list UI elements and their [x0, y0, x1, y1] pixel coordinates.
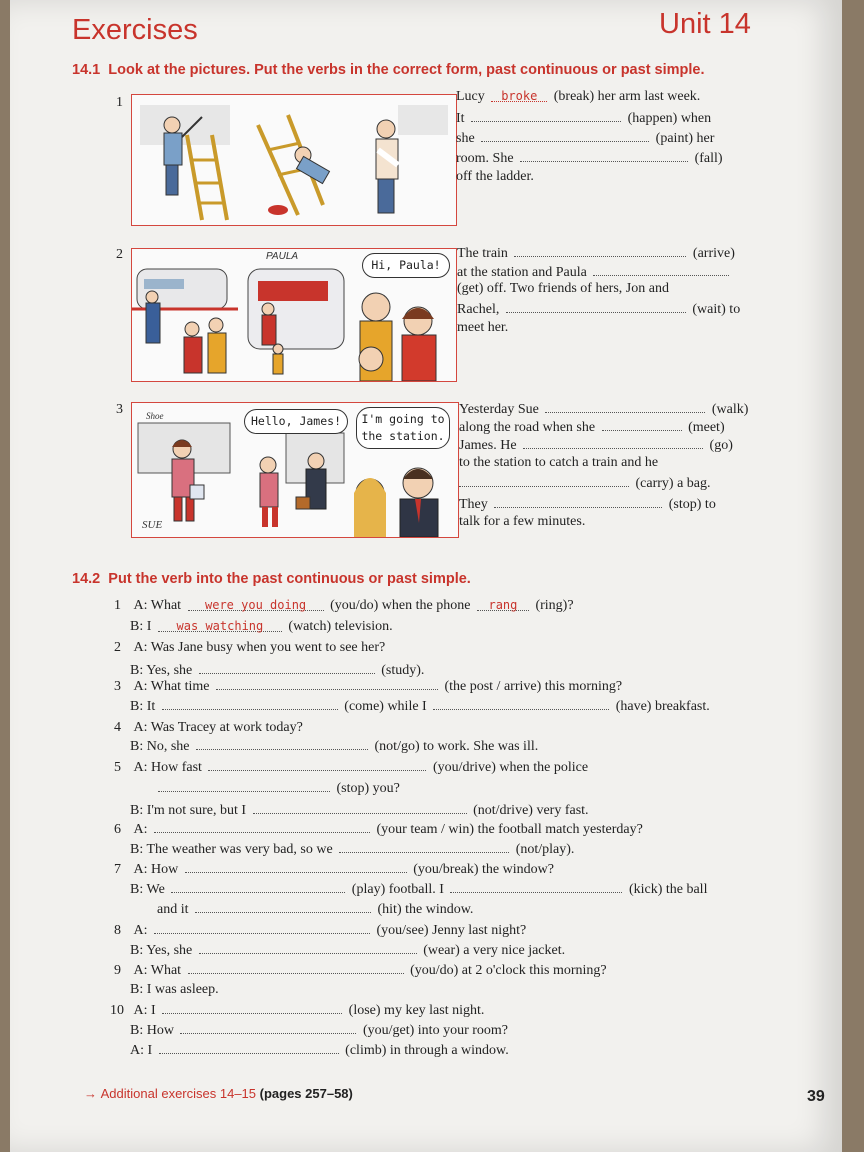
speaker: B: — [130, 982, 144, 997]
text: (wait) to — [692, 302, 741, 317]
text: (stop) to — [668, 497, 716, 512]
text: (go) — [709, 438, 733, 453]
answer-blank[interactable] — [196, 737, 368, 750]
text: (not/go) to work. She was ill. — [374, 739, 539, 754]
answer-blank[interactable] — [199, 661, 375, 674]
picture-3-frame-a — [132, 403, 237, 537]
item-number: 4 — [114, 720, 121, 735]
answer-blank[interactable] — [459, 474, 629, 487]
text: The weather was very bad, so we — [146, 842, 333, 857]
text: (you/break) the window? — [413, 862, 554, 877]
picture-2-panel — [131, 248, 457, 382]
text: (walk) — [711, 402, 749, 417]
answer-blank[interactable] — [154, 921, 370, 934]
list-item — [130, 941, 565, 959]
text: We — [146, 882, 165, 897]
text: (come) while I — [344, 699, 427, 714]
additional-exercises-pages: (pages 257–58) — [259, 1086, 353, 1101]
workbook-page — [10, 0, 842, 1152]
text: Lucy — [456, 89, 485, 104]
ex1-item2-line3: (get) off. Two friends of hers, Jon and — [457, 281, 669, 296]
answer-blank[interactable] — [162, 697, 338, 710]
item-number: 5 — [114, 760, 121, 775]
ex1-item3-line2 — [459, 418, 725, 436]
text: (you/drive) when the police — [432, 760, 589, 775]
item-number: 6 — [114, 822, 121, 837]
answer-blank[interactable] — [339, 840, 509, 853]
text: I — [147, 1043, 153, 1058]
text: They — [459, 497, 488, 512]
answer-blank[interactable] — [477, 598, 529, 611]
speech-bubble: Hi, Paula! — [362, 253, 450, 278]
picture-1-frame-a — [132, 95, 239, 225]
answer-blank[interactable] — [162, 1001, 342, 1014]
answer-blank[interactable] — [253, 801, 467, 814]
picture-2-frame-b — [238, 249, 347, 381]
paula-label: PAULA — [266, 251, 299, 262]
text: (carry) a bag. — [635, 476, 711, 491]
list-item — [114, 860, 554, 878]
answer-blank[interactable] — [158, 779, 330, 792]
speech-bubble-hello: Hello, James! — [244, 409, 348, 434]
list-item — [114, 758, 588, 776]
speaker: B: — [130, 663, 144, 678]
text: James. He — [459, 438, 517, 453]
text: at the station and Paula — [457, 265, 587, 280]
ex1-item3-line7: talk for a few minutes. — [459, 514, 586, 529]
text: (not/drive) very fast. — [473, 803, 589, 818]
answer-blank[interactable] — [195, 900, 371, 913]
speaker: A: — [133, 1003, 148, 1018]
woman-with-sling-illustration — [348, 95, 456, 225]
text: (meet) — [688, 420, 725, 435]
ex1-item3-line3 — [459, 436, 733, 454]
shoe-shop-sign: Shoe — [146, 411, 164, 421]
text: No, she — [146, 739, 190, 754]
text: (wear) a very nice jacket. — [423, 943, 566, 958]
speaker: A: — [133, 923, 148, 938]
ex1-item3-line1 — [459, 400, 748, 418]
picture-1-frame-b — [238, 95, 349, 225]
answer-blank[interactable] — [159, 1041, 339, 1054]
text: How — [151, 862, 179, 877]
text: What — [150, 598, 182, 613]
text: (hit) the window. — [377, 902, 474, 917]
speaker: A: — [133, 720, 148, 735]
answer-blank[interactable] — [188, 961, 404, 974]
answer-blank[interactable] — [481, 129, 649, 142]
text: (ring)? — [535, 598, 574, 613]
answer-blank[interactable] — [185, 860, 407, 873]
text: room. She — [456, 151, 514, 166]
exercise-14-2-heading — [72, 571, 471, 587]
ex1-item1-line3 — [456, 129, 714, 147]
text: (break) her arm last week. — [553, 89, 701, 104]
text: (kick) the ball — [628, 882, 708, 897]
answer-blank[interactable] — [602, 418, 682, 431]
list-item — [114, 921, 526, 939]
ex1-item1-line5: off the ladder. — [456, 169, 534, 184]
answer-blank[interactable] — [188, 598, 324, 611]
text: (climb) in through a window. — [345, 1043, 509, 1058]
text: (fall) — [694, 151, 723, 166]
text: How — [146, 1023, 174, 1038]
text: Yesterday Sue — [459, 402, 539, 417]
text: (paint) her — [655, 131, 715, 146]
speaker: A: — [133, 598, 148, 613]
page-title: Exercises — [72, 14, 198, 46]
list-item — [114, 640, 385, 656]
ex1-item2-line4 — [457, 300, 740, 318]
list-item — [114, 598, 574, 614]
speaker: B: — [130, 882, 144, 897]
answer-blank[interactable] — [216, 677, 438, 690]
woman-falling-illustration — [238, 95, 348, 225]
woman-painting-on-ladder-illustration — [132, 95, 238, 225]
speaker: A: — [133, 679, 148, 694]
handwritten-answer: were you doing — [205, 598, 307, 612]
answer-blank[interactable] — [433, 697, 609, 710]
picture-1-frame-c — [348, 95, 456, 225]
text: Was Tracey at work today? — [150, 720, 303, 735]
text: (play) football. I — [351, 882, 444, 897]
ex1-item2-line1 — [457, 244, 735, 262]
list-item — [130, 801, 589, 819]
text: (stop) you? — [336, 781, 400, 796]
text: The train — [457, 246, 508, 261]
answer-blank[interactable] — [523, 436, 703, 449]
answer-blank[interactable] — [158, 619, 282, 632]
answer-blank[interactable] — [180, 1021, 356, 1034]
speaker: A: — [133, 822, 148, 837]
ex1-item2-line5: meet her. — [457, 320, 509, 335]
exercise-instruction: Put the verb into the past continuous or past simple. — [108, 571, 471, 587]
item-number: 9 — [114, 963, 121, 978]
item-number: 10 — [110, 1003, 124, 1018]
answer-blank[interactable] — [506, 300, 686, 313]
answer-blank[interactable] — [154, 820, 370, 833]
paula-getting-off-train-illustration — [238, 249, 346, 381]
item-number: 2 — [114, 640, 121, 655]
text: (your team / win) the football match yesterday? — [376, 822, 643, 837]
speaker: B: — [130, 1023, 144, 1038]
answer-blank[interactable] — [593, 263, 729, 276]
text: (study). — [381, 663, 425, 678]
answer-blank[interactable] — [208, 758, 426, 771]
speaker: A: — [133, 862, 148, 877]
list-item — [157, 900, 473, 918]
sue-label: SUE — [142, 519, 163, 531]
exercise-number: 14.1 — [72, 62, 101, 78]
text: What time — [150, 679, 210, 694]
picture-2-frame-c — [346, 249, 456, 381]
text: she — [456, 131, 475, 146]
answer-blank[interactable] — [494, 495, 662, 508]
text: (happen) when — [627, 111, 712, 126]
list-item — [114, 820, 643, 838]
answer-blank[interactable] — [450, 880, 622, 893]
ex1-item1-line2 — [456, 109, 711, 127]
picture-3-number: 3 — [116, 402, 123, 417]
sue-walking-illustration — [132, 403, 236, 537]
ex1-item1-line1 — [456, 89, 700, 105]
text: (you/see) Jenny last night? — [376, 923, 527, 938]
list-item — [158, 779, 400, 797]
ex1-item3-line4: to the station to catch a train and he — [459, 455, 659, 470]
text: (watch) television. — [288, 619, 393, 634]
text: and it — [157, 902, 189, 917]
text: What — [150, 963, 182, 978]
text: (you/get) into your room? — [362, 1023, 508, 1038]
picture-3-frame-c — [348, 403, 458, 537]
speaker: B: — [130, 739, 144, 754]
picture-2-number: 2 — [116, 247, 123, 262]
picture-3-panel — [131, 402, 459, 538]
item-number: 3 — [114, 679, 121, 694]
text: (you/do) when the phone — [330, 598, 471, 613]
speaker: A: — [133, 760, 148, 775]
answer-blank[interactable] — [171, 880, 345, 893]
speaker: A: — [130, 1043, 144, 1058]
text: Rachel, — [457, 302, 500, 317]
text: (arrive) — [692, 246, 735, 261]
speaker: B: — [130, 943, 144, 958]
list-item — [130, 880, 707, 898]
handwritten-answer: was watching — [176, 619, 264, 633]
exercise-14-1-heading — [72, 62, 705, 78]
exercise-instruction: Look at the pictures. Put the verbs in the correct form, past continuous or past simple. — [108, 62, 705, 78]
handwritten-answer: rang — [488, 598, 518, 612]
list-item — [114, 677, 622, 695]
text: I was asleep. — [146, 982, 219, 997]
text: (not/play). — [515, 842, 575, 857]
picture-1-number: 1 — [116, 95, 123, 110]
text: I — [151, 1003, 156, 1018]
list-item — [130, 697, 710, 715]
text: Was Jane busy when you went to see her? — [150, 640, 386, 655]
train-arriving-illustration — [132, 249, 238, 381]
speech-bubble-station: I'm going to the station. — [356, 407, 450, 449]
answer-blank[interactable] — [520, 149, 688, 162]
text: It — [146, 699, 156, 714]
speaker: B: — [130, 619, 144, 634]
ex1-item3-line6 — [459, 495, 716, 513]
exercise-number: 14.2 — [72, 571, 101, 587]
answer-blank[interactable] — [545, 400, 705, 413]
additional-exercises-link[interactable] — [84, 1086, 353, 1101]
text: (have) breakfast. — [615, 699, 710, 714]
arrow-icon: → — [84, 1086, 97, 1101]
text: I'm not sure, but I — [146, 803, 247, 818]
item-number: 1 — [114, 598, 121, 613]
list-item — [114, 720, 303, 736]
text: along the road when she — [459, 420, 596, 435]
additional-exercises-text: Additional exercises 14–15 — [100, 1086, 257, 1101]
text: Yes, she — [146, 663, 193, 678]
text: (the post / arrive) this morning? — [444, 679, 623, 694]
speaker: B: — [130, 803, 144, 818]
list-item — [130, 737, 538, 755]
text: I — [146, 619, 152, 634]
list-item — [130, 840, 574, 858]
text: (you/do) at 2 o'clock this morning? — [410, 963, 607, 978]
unit-title: Unit 14 — [659, 8, 751, 40]
answer-blank[interactable] — [199, 941, 417, 954]
list-item — [130, 1021, 508, 1039]
text: Yes, she — [146, 943, 193, 958]
list-item — [114, 961, 607, 979]
speaker: B: — [130, 699, 144, 714]
text: (lose) my key last night. — [348, 1003, 485, 1018]
speaker: A: — [133, 963, 148, 978]
text: It — [456, 111, 465, 126]
list-item — [130, 619, 393, 635]
item-number: 7 — [114, 862, 121, 877]
answer-blank[interactable] — [514, 244, 686, 257]
answer-blank[interactable] — [491, 89, 547, 102]
page-number: 39 — [807, 1088, 825, 1105]
picture-2-frame-a — [132, 249, 239, 381]
ex1-item3-line5 — [459, 474, 711, 492]
list-item — [130, 1041, 509, 1059]
speaker: A: — [133, 640, 148, 655]
picture-1-panel — [131, 94, 457, 226]
answer-blank[interactable] — [471, 109, 621, 122]
list-item — [130, 982, 219, 998]
text: How fast — [151, 760, 202, 775]
picture-3-frame-b — [236, 403, 349, 537]
item-number: 8 — [114, 923, 121, 938]
speaker: B: — [130, 842, 144, 857]
ex1-item2-line2 — [457, 263, 732, 281]
ex1-item1-line4 — [456, 149, 723, 167]
handwritten-answer: broke — [501, 89, 538, 103]
list-item — [110, 1001, 484, 1019]
